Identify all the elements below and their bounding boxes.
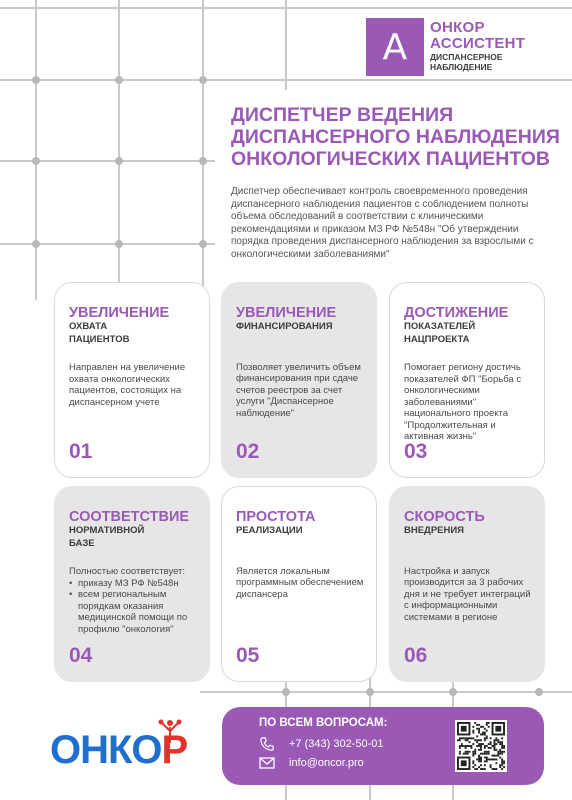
card-number: 06 [404,644,428,667]
onkor-logo-part1: ОНКО [50,728,162,772]
card-title: СООТВЕТСТВИЕ [69,509,190,525]
card-subtitle-line2: НАЦПРОЕКТА [404,333,470,345]
contact-heading: ПО ВСЕМ ВОПРОСАМ: [259,717,388,729]
card-number: 02 [236,440,260,463]
page-title-line1: ДИСПЕТЧЕР ВЕДЕНИЯ [231,104,454,126]
card-body: Позволяет увеличить объем финансирования при сдаче счетов реестров за счет услуги "Диспансерное наблюдение" [236,361,361,419]
card-title: УВЕЛИЧЕНИЕ [236,305,337,321]
card-body-intro: Полностью соответствует: [69,566,186,577]
page-title [231,104,561,170]
card-body: Настройка и запуск производится за 3 рабочих дня и не требует интеграций с информационными системами в регионе [404,565,531,623]
card-subtitle-line1: НОРМАТИВНОЙ [69,525,145,536]
envelope-icon [259,757,275,769]
card-subtitle-line2: ПАЦИЕНТОВ [69,333,130,345]
card-subtitle-line2: БАЗЕ [69,537,95,549]
qr-code [455,720,507,772]
brand-name [430,20,525,52]
brand-subtitle [430,52,530,72]
qr-code-pattern [457,722,505,770]
card-subtitle-line1: ПОКАЗАТЕЛЕЙ [404,321,476,332]
phone-icon [259,737,275,751]
brand-logo-box [366,18,424,76]
card-financing [221,282,377,478]
antenna-icon [155,717,185,743]
card-national-project [389,282,545,478]
card-number: 05 [236,644,260,667]
card-body: Помогает региону достичь показателей ФП "Борьба с онкологическими заболеваниями" национального проекта "Продолжительная и активная жизнь" [404,362,522,442]
card-bullet-item: • всем региональным порядкам оказания медицинской помощи по профилю "онкология" [69,589,197,635]
contact-phone-row[interactable] [259,737,383,751]
card-simplicity [221,486,377,682]
onkor-logo [50,725,187,775]
card-subtitle-line1: РЕАЛИЗАЦИИ [236,525,303,536]
brand-subtitle-line2: НАБЛЮДЕНИЕ [430,62,493,72]
card-number: 03 [404,440,428,463]
card-speed [389,486,545,682]
card-title: ДОСТИЖЕНИЕ [404,305,509,321]
contact-email[interactable]: info@oncor.pro [289,757,364,769]
card-coverage [54,282,210,478]
page-title-line2: ДИСПАНСЕРНОГО НАБЛЮДЕНИЯ [231,126,560,148]
onkor-logo-part2: Р [161,728,188,772]
page-title-line3: ОНКОЛОГИЧЕСКИХ ПАЦИЕНТОВ [231,148,551,170]
card-subtitle-line1: ОХВАТА [69,321,108,332]
brand-name-line1: ОНКОР [430,19,485,36]
card-compliance [54,486,210,682]
card-body: Направлен на увеличение охвата онкологических пациентов, состоящих на диспансерном учете [69,362,186,408]
card-title: СКОРОСТЬ [404,509,485,525]
card-bullet-item: • приказу МЗ РФ №548н [69,578,197,590]
card-body: Является локальным программным обеспечением диспансера [236,565,364,600]
contact-email-row[interactable] [259,757,364,769]
contact-phone[interactable]: +7 (343) 302-50-01 [289,738,384,750]
brand-name-line2: АССИСТЕНТ [430,35,526,52]
brand-subtitle-line1: ДИСПАНСЕРНОЕ [430,52,503,62]
card-subtitle-line1: ВНЕДРЕНИЯ [404,525,465,536]
card-number: 01 [69,440,93,463]
contact-panel [222,707,544,785]
brand-logo-letter: А [382,26,408,68]
card-body [69,566,197,635]
card-subtitle-line1: ФИНАНСИРОВАНИЯ [236,321,333,332]
card-number: 04 [69,644,93,667]
card-title: УВЕЛИЧЕНИЕ [69,305,170,321]
description: Диспетчер обеспечивает контроль своевременного проведения диспансерного наблюдения пациентов с соблюдением полноты объема обследований в соответствии с клиническими рекомендациями и приказом МЗ РФ №548н "Об утверждении порядка проведения диспансерного наблюдения за взрослыми с онкологическими заболеваниями" [231,186,534,260]
card-title: ПРОСТОТА [236,509,316,525]
card-bullet-list [69,578,197,636]
